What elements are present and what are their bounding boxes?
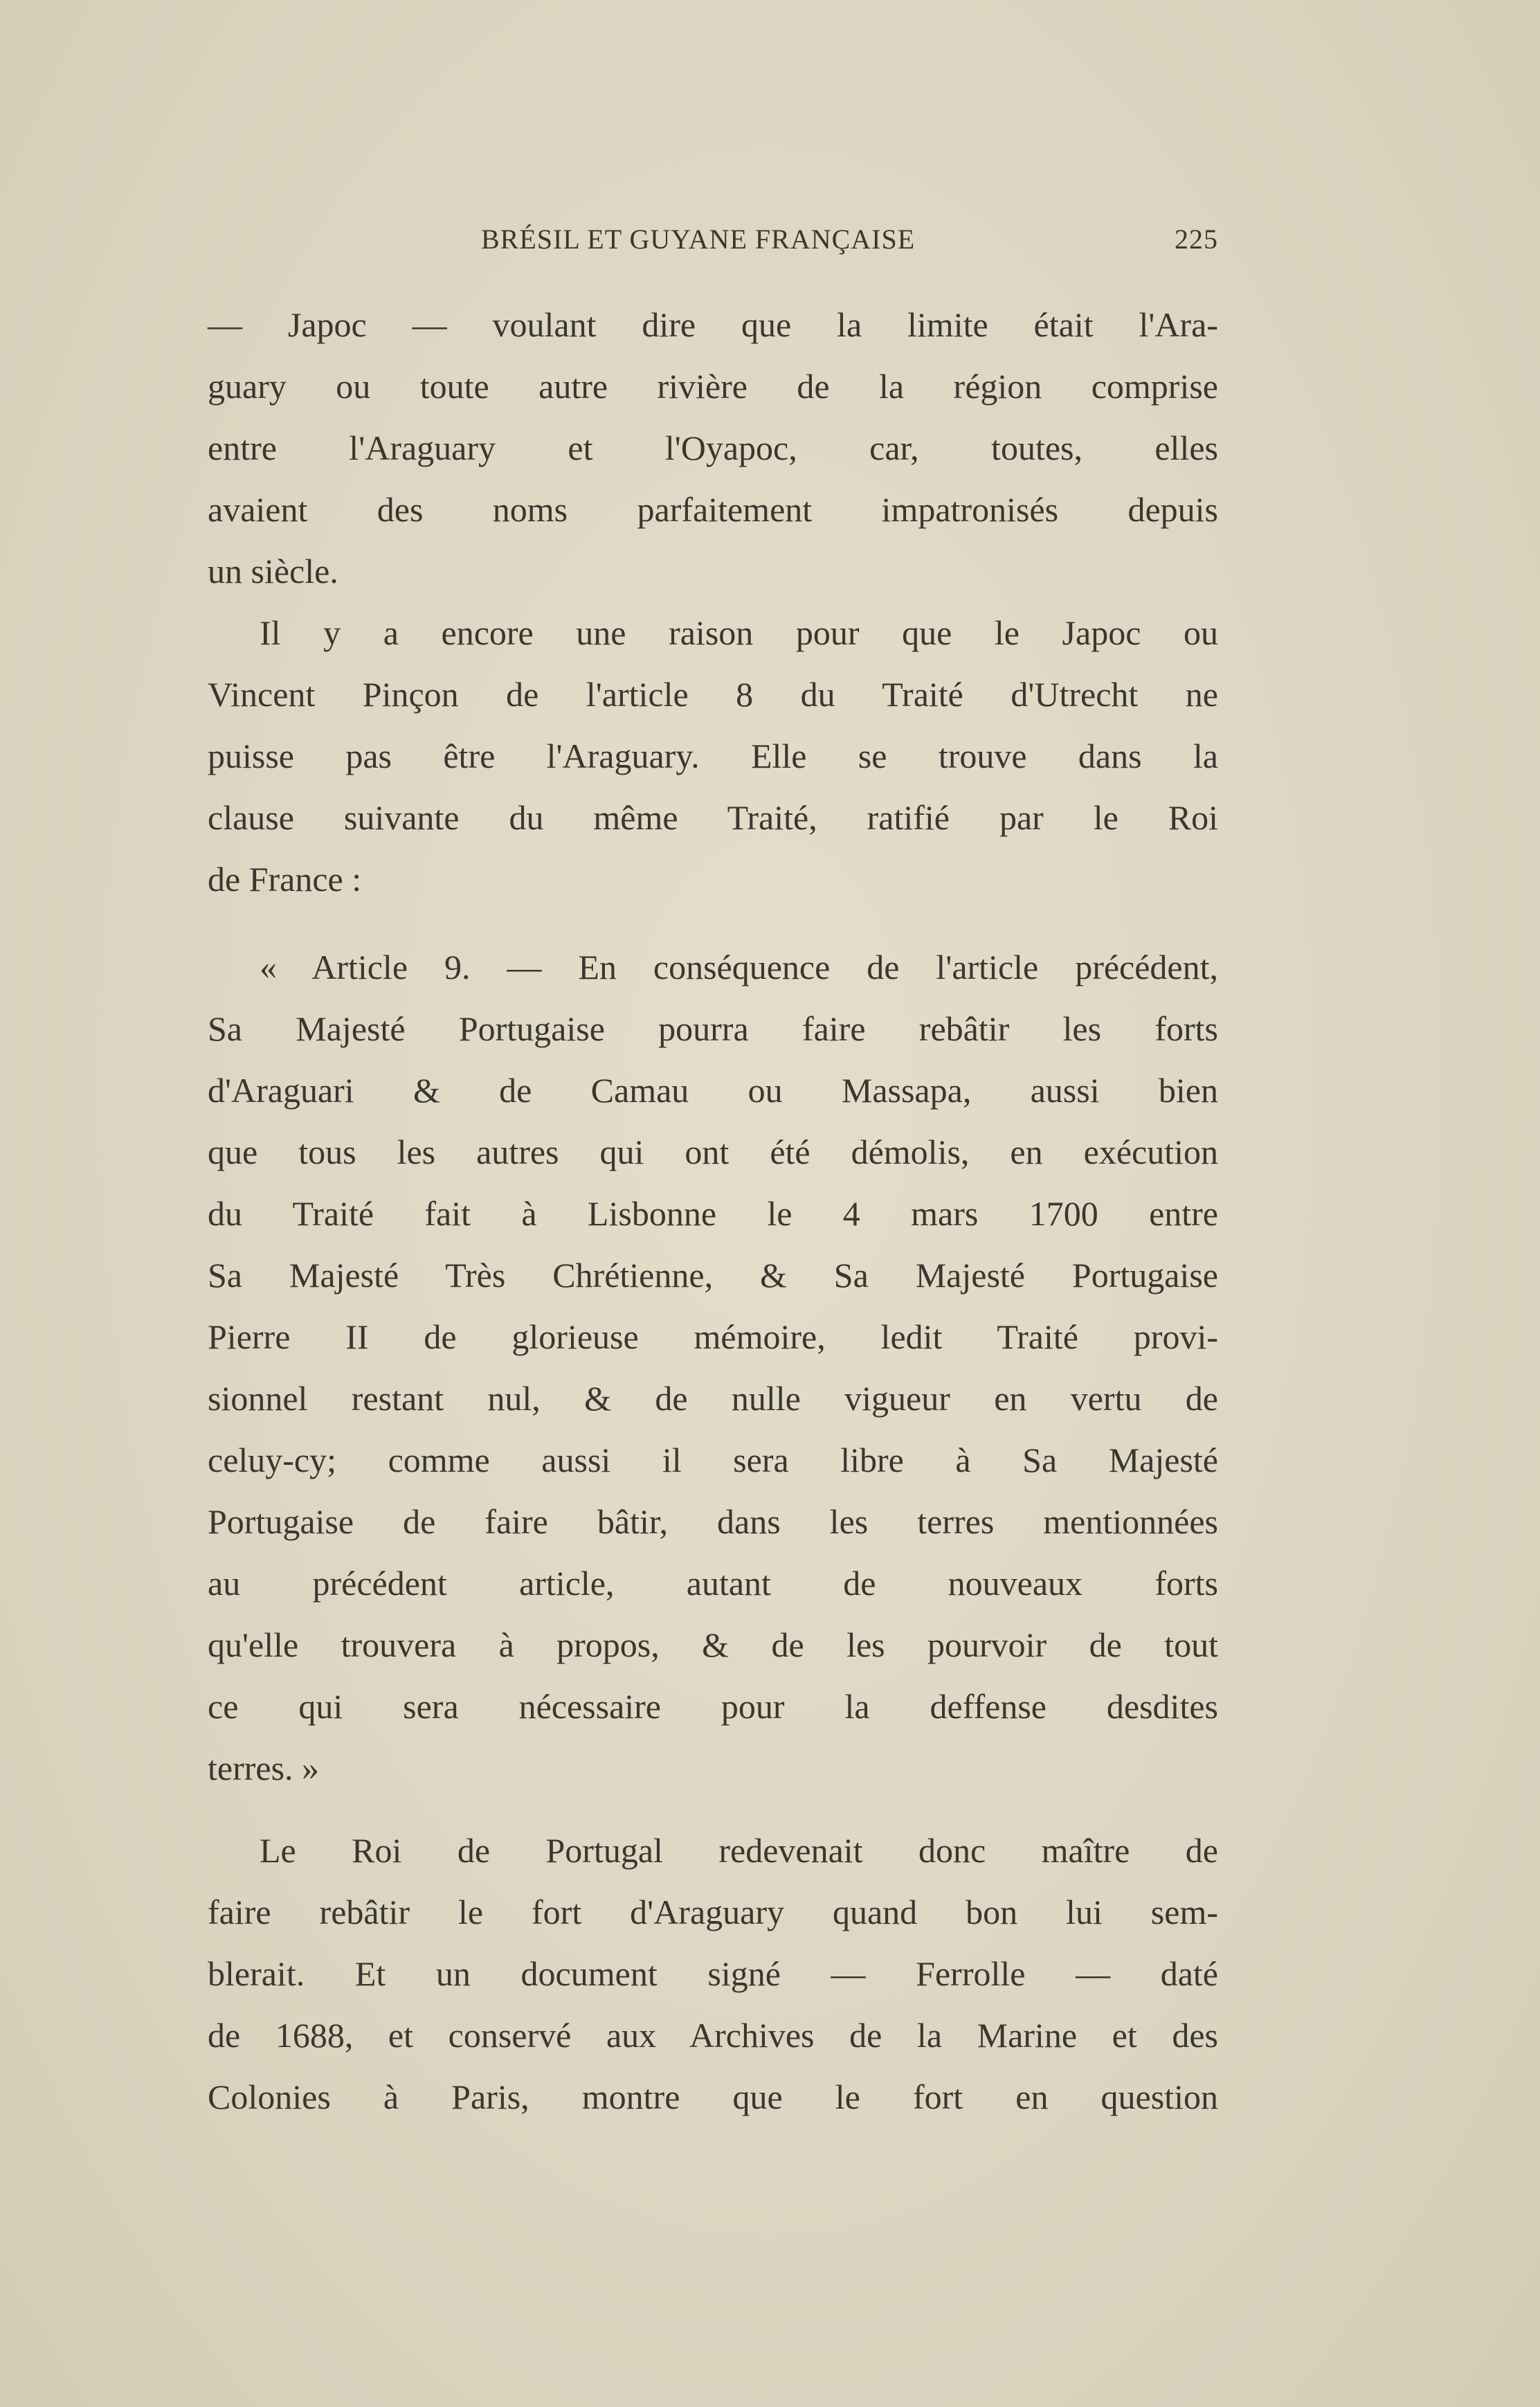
text-line: Vincent Pinçon de l'article 8 du Traité d'Utrecht ne xyxy=(208,675,1218,714)
text-line: qu'elle trouvera à propos, & de les pourvoir de tout xyxy=(208,1625,1218,1664)
page-number: 225 xyxy=(1175,224,1218,255)
text-line: de France : xyxy=(208,860,362,899)
quoted-article-9 xyxy=(208,937,1218,1799)
text-line: clause suivante du même Traité, ratifié par le Roi xyxy=(208,798,1218,837)
text-line: faire rebâtir le fort d'Araguary quand bon lui sem- xyxy=(208,1893,1218,1931)
text-line: « Article 9. — En conséquence de l'article précédent, xyxy=(260,948,1218,986)
text-line: Il y a encore une raison pour que le Japoc ou xyxy=(260,613,1218,652)
text-line: Portugaise de faire bâtir, dans les terres mentionnées xyxy=(208,1502,1218,1541)
running-head xyxy=(208,223,1218,264)
text-line: guary ou toute autre rivière de la région comprise xyxy=(208,367,1218,406)
text-line: Le Roi de Portugal redevenait donc maître de xyxy=(260,1831,1218,1870)
text-line: terres. » xyxy=(208,1749,320,1787)
text-line: d'Araguari & de Camau ou Massapa, aussi bien xyxy=(208,1071,1218,1110)
text-line: puisse pas être l'Araguary. Elle se trouve dans la xyxy=(208,737,1218,775)
body-text xyxy=(208,294,1218,2128)
text-line: avaient des noms parfaitement impatronisés depuis xyxy=(208,490,1218,529)
text-line: du Traité fait à Lisbonne le 4 mars 1700 entre xyxy=(208,1194,1218,1233)
text-line: Colonies à Paris, montre que le fort en question xyxy=(208,2077,1218,2116)
paragraph-gap xyxy=(208,1799,1218,1820)
text-line: — Japoc — voulant dire que la limite était l'Ara- xyxy=(208,305,1218,344)
text-line: sionnel restant nul, & de nulle vigueur en vertu de xyxy=(208,1379,1218,1418)
running-title: BRÉSIL ET GUYANE FRANÇAISE xyxy=(481,224,916,255)
text-line: Sa Majesté Très Chrétienne, & Sa Majesté Portugaise xyxy=(208,1256,1218,1295)
paragraph-1 xyxy=(208,294,1218,602)
text-line: que tous les autres qui ont été démolis, en exécution xyxy=(208,1133,1218,1171)
paragraph-gap xyxy=(208,910,1218,937)
text-line: au précédent article, autant de nouveaux forts xyxy=(208,1564,1218,1603)
text-line: celuy-cy; comme aussi il sera libre à Sa Majesté xyxy=(208,1441,1218,1479)
text-line: de 1688, et conservé aux Archives de la Marine et des xyxy=(208,2016,1218,2055)
paragraph-2 xyxy=(208,602,1218,910)
text-line: ce qui sera nécessaire pour la deffense desdites xyxy=(208,1687,1218,1726)
paragraph-4 xyxy=(208,1820,1218,2128)
text-line: blerait. Et un document signé — Ferrolle — daté xyxy=(208,1954,1218,1993)
text-line: entre l'Araguary et l'Oyapoc, car, toutes, elles xyxy=(208,429,1218,467)
text-line: Sa Majesté Portugaise pourra faire rebâtir les forts xyxy=(208,1009,1218,1048)
text-line: Pierre II de glorieuse mémoire, ledit Traité provi- xyxy=(208,1317,1218,1356)
text-line: un siècle. xyxy=(208,552,338,591)
